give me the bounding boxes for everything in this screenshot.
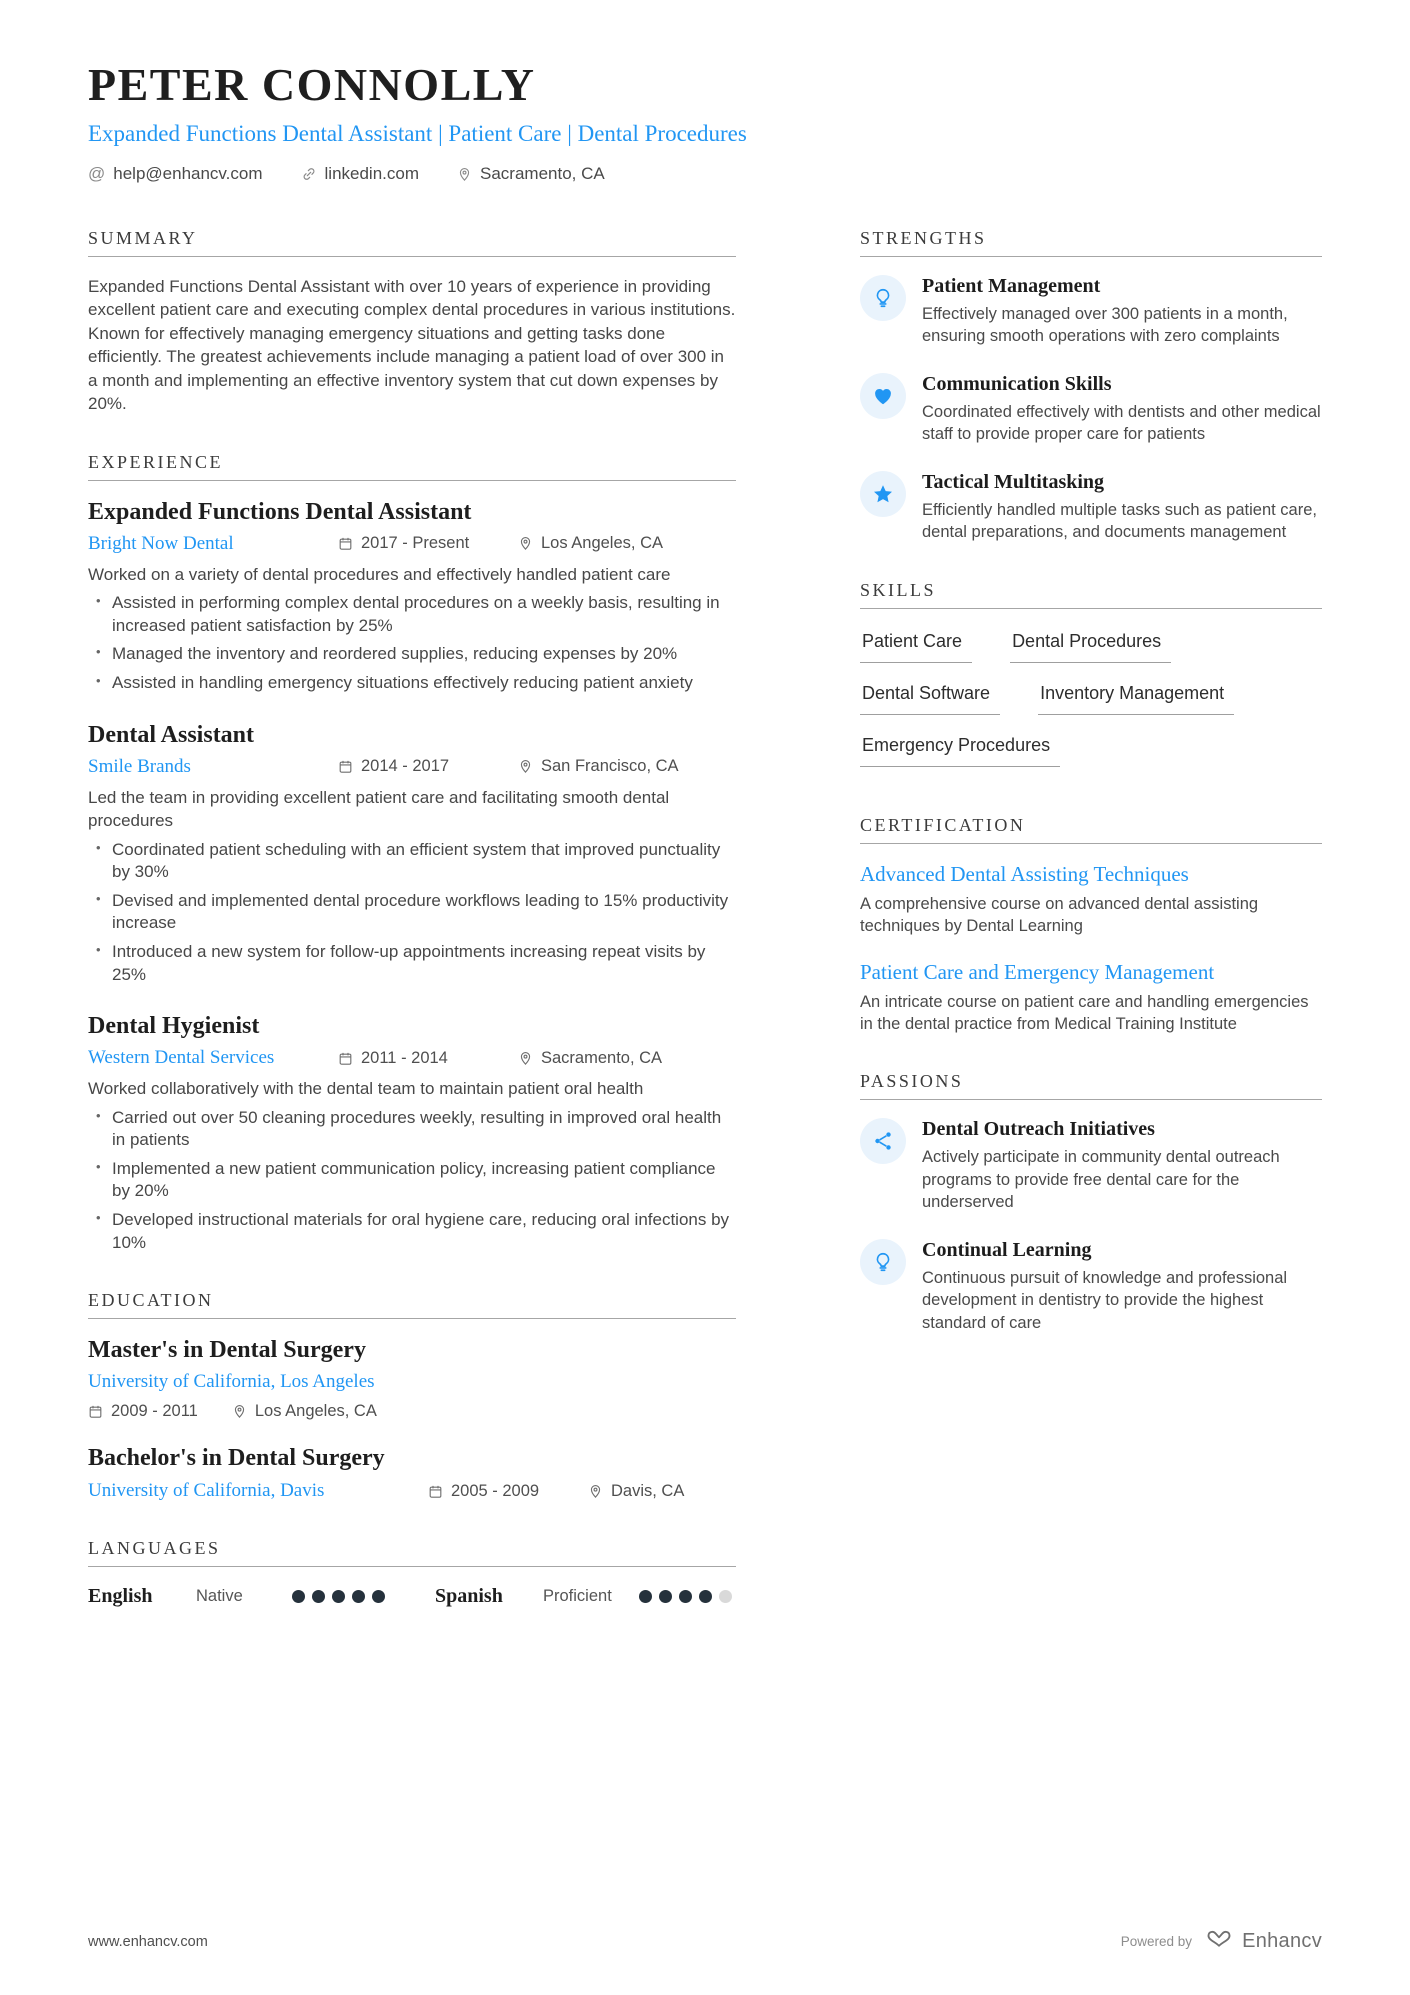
job-dates-text: 2017 - Present xyxy=(361,534,470,553)
education-location-text: Davis, CA xyxy=(611,1481,685,1500)
company-name: Western Dental Services xyxy=(88,1047,275,1069)
certification-text: An intricate course on patient care and handling emergencies in the dental practice from Medical Training Institute xyxy=(860,992,1309,1033)
strength-title: Communication Skills xyxy=(922,372,1112,395)
resume-header xyxy=(88,58,1322,184)
lightbulb-icon xyxy=(860,1239,906,1285)
language-level-dot xyxy=(372,1590,385,1603)
language-item xyxy=(88,1585,385,1608)
education-location xyxy=(232,1402,377,1421)
job-description: Worked on a variety of dental procedures and effectively handled patient care xyxy=(88,564,671,584)
job-location xyxy=(518,757,679,776)
calendar-icon xyxy=(428,1484,443,1499)
certification-section xyxy=(860,815,1322,1036)
person-headline: Expanded Functions Dental Assistant | Patient Care | Dental Procedures xyxy=(88,121,747,146)
education-meta-row xyxy=(88,1402,736,1421)
share-icon xyxy=(860,1118,906,1164)
strength-item xyxy=(860,373,1322,446)
school-name: University of California, Los Angeles xyxy=(88,1371,375,1393)
contact-location xyxy=(457,164,605,184)
job-dates-text: 2011 - 2014 xyxy=(361,1048,448,1067)
job-dates xyxy=(338,757,518,776)
location-pin-icon xyxy=(232,1404,247,1419)
right-column xyxy=(860,228,1322,1644)
school-name: University of California, Davis xyxy=(88,1480,325,1502)
strength-item xyxy=(860,471,1322,544)
strength-title: Patient Management xyxy=(922,275,1101,297)
skill-tag: Dental Software xyxy=(860,683,1000,715)
languages-heading: LANGUAGES xyxy=(88,1538,736,1567)
certification-heading: CERTIFICATION xyxy=(860,815,1322,844)
contact-linkedin[interactable] xyxy=(301,164,420,184)
bullet-item: • Assisted in handling emergency situations effectively reducing patient anxiety xyxy=(112,672,736,695)
languages-row xyxy=(88,1585,736,1608)
job-dates xyxy=(338,1049,518,1068)
location-pin-icon xyxy=(518,536,533,551)
contact-email-text: help@enhancv.com xyxy=(113,164,263,183)
skills-list xyxy=(860,627,1322,767)
heart-icon xyxy=(860,373,906,419)
enhancv-logo xyxy=(1204,1928,1322,1955)
person-name: PETER CONNOLLY xyxy=(88,59,536,110)
experience-item xyxy=(88,1013,736,1254)
language-level-dots xyxy=(639,1590,732,1603)
summary-heading: SUMMARY xyxy=(88,228,736,257)
strength-text: Effectively managed over 300 patients in a month, ensuring smooth operations with zero complaints xyxy=(922,305,1288,346)
link-icon xyxy=(301,166,317,182)
page-footer xyxy=(88,1928,1322,1955)
footer-branding[interactable] xyxy=(1121,1928,1322,1955)
job-dates xyxy=(338,534,518,553)
job-location-text: San Francisco, CA xyxy=(541,757,679,776)
passion-item xyxy=(860,1239,1322,1334)
language-level-dot xyxy=(719,1590,732,1603)
skill-tag: Patient Care xyxy=(860,631,972,663)
certification-title: Advanced Dental Assisting Techniques xyxy=(860,861,1189,886)
job-meta-row xyxy=(88,756,736,778)
passions-section xyxy=(860,1071,1322,1334)
passion-text: Actively participate in community dental outreach programs to provide free dental care for the underserved xyxy=(922,1148,1280,1212)
certification-title: Patient Care and Emergency Management xyxy=(860,959,1215,984)
passion-item xyxy=(860,1118,1322,1213)
language-name: Spanish xyxy=(435,1585,503,1608)
location-pin-icon xyxy=(588,1484,603,1499)
skills-heading: SKILLS xyxy=(860,580,1322,609)
job-title: Dental Assistant xyxy=(88,721,255,748)
certification-item xyxy=(860,862,1322,938)
location-pin-icon xyxy=(518,1051,533,1066)
passion-title: Continual Learning xyxy=(922,1238,1092,1261)
language-name: English xyxy=(88,1585,153,1608)
bullet-item: • Introduced a new system for follow-up appointments increasing repeat visits by 25% xyxy=(112,941,736,986)
summary-section xyxy=(88,228,736,416)
location-pin-icon xyxy=(518,759,533,774)
calendar-icon xyxy=(88,1404,103,1419)
education-item xyxy=(88,1337,736,1421)
language-item xyxy=(435,1585,732,1608)
job-description: Led the team in providing excellent patient care and facilitating smooth dental procedures xyxy=(88,787,670,831)
bullet-item: • Assisted in performing complex dental procedures on a weekly basis, resulting in increased patient satisfaction by 25% xyxy=(112,592,736,637)
experience-item xyxy=(88,499,736,695)
strength-item xyxy=(860,275,1322,348)
footer-website-link[interactable]: www.enhancv.com xyxy=(88,1933,208,1950)
language-level-label: Proficient xyxy=(543,1587,612,1606)
passion-title: Dental Outreach Initiatives xyxy=(922,1118,1155,1141)
language-level-dot xyxy=(659,1590,672,1603)
calendar-icon xyxy=(338,759,353,774)
skills-section xyxy=(860,580,1322,767)
language-level-dot xyxy=(292,1590,305,1603)
job-description: Worked collaboratively with the dental team to maintain patient oral health xyxy=(88,1079,644,1099)
contact-location-text: Sacramento, CA xyxy=(480,164,605,183)
left-column xyxy=(88,228,736,1644)
experience-item xyxy=(88,722,736,987)
contact-linkedin-text: linkedin.com xyxy=(324,164,420,183)
skill-tag: Inventory Management xyxy=(1038,683,1234,715)
strength-title: Tactical Multitasking xyxy=(922,470,1105,493)
certification-text: A comprehensive course on advanced dental assisting techniques by Dental Learning xyxy=(860,894,1259,936)
job-meta-row xyxy=(88,1047,736,1069)
contact-row xyxy=(88,164,1322,184)
bullet-item: • Managed the inventory and reordered supplies, reducing expenses by 20% xyxy=(112,643,736,666)
star-icon xyxy=(860,471,906,517)
bullet-item: • Carried out over 50 cleaning procedures weekly, resulting in improved oral health in patients xyxy=(112,1107,736,1152)
job-bullets xyxy=(88,592,736,694)
education-dates xyxy=(428,1482,588,1501)
education-dates-text: 2009 - 2011 xyxy=(111,1402,198,1421)
passion-text: Continuous pursuit of knowledge and professional development in dentistry to provide the highest standard of care xyxy=(922,1268,1288,1332)
job-location-text: Sacramento, CA xyxy=(541,1048,663,1067)
passions-heading: PASSIONS xyxy=(860,1071,1322,1100)
location-pin-icon xyxy=(457,167,472,182)
job-dates-text: 2014 - 2017 xyxy=(361,757,450,776)
company-name: Smile Brands xyxy=(88,755,191,777)
education-heading: EDUCATION xyxy=(88,1290,736,1319)
heart-loop-icon xyxy=(1204,1928,1234,1955)
job-location xyxy=(518,534,663,553)
bullet-item: • Developed instructional materials for oral hygiene care, reducing oral infections by 10% xyxy=(112,1209,736,1254)
job-meta-row xyxy=(88,533,736,555)
company-name: Bright Now Dental xyxy=(88,532,234,554)
education-item xyxy=(88,1445,736,1502)
experience-section xyxy=(88,452,736,1255)
education-dates xyxy=(88,1402,198,1421)
degree-title: Master's in Dental Surgery xyxy=(88,1337,366,1364)
language-level-dot xyxy=(639,1590,652,1603)
education-section xyxy=(88,1290,736,1502)
education-meta-row xyxy=(88,1480,736,1502)
degree-title: Bachelor's in Dental Surgery xyxy=(88,1445,385,1472)
language-level-label: Native xyxy=(196,1587,243,1606)
strengths-heading: STRENGTHS xyxy=(860,228,1322,257)
language-level-dot xyxy=(352,1590,365,1603)
experience-heading: EXPERIENCE xyxy=(88,452,736,481)
skill-tag: Emergency Procedures xyxy=(860,735,1060,767)
language-level-dot xyxy=(679,1590,692,1603)
skill-tag: Dental Procedures xyxy=(1010,631,1171,663)
job-title: Dental Hygienist xyxy=(88,1013,260,1040)
language-level-dot xyxy=(699,1590,712,1603)
education-location xyxy=(588,1482,684,1501)
bullet-item: • Implemented a new patient communication policy, increasing patient compliance by 20% xyxy=(112,1158,736,1203)
at-icon: @ xyxy=(88,164,106,183)
language-level-dot xyxy=(312,1590,325,1603)
calendar-icon xyxy=(338,536,353,551)
job-title: Expanded Functions Dental Assistant xyxy=(88,498,472,525)
bullet-item: • Devised and implemented dental procedure workflows leading to 15% productivity increase xyxy=(112,890,736,935)
bullet-item: • Coordinated patient scheduling with an efficient system that improved punctuality by 30% xyxy=(112,839,736,884)
calendar-icon xyxy=(338,1051,353,1066)
lightbulb-icon xyxy=(860,275,906,321)
contact-email[interactable] xyxy=(88,164,263,184)
job-location xyxy=(518,1049,662,1068)
language-level-dots xyxy=(292,1590,385,1603)
powered-by-label: Powered by xyxy=(1120,1934,1193,1949)
education-dates-text: 2005 - 2009 xyxy=(451,1481,540,1500)
job-bullets xyxy=(88,1107,736,1255)
job-location-text: Los Angeles, CA xyxy=(541,534,663,553)
job-bullets xyxy=(88,839,736,987)
strength-text: Coordinated effectively with dentists and other medical staff to provide proper care for patients xyxy=(922,402,1321,444)
summary-text: Expanded Functions Dental Assistant with over 10 years of experience in providing excellent patient care and executing complex dental procedures in various institutions. Known for effectively managing emergency situations and getting tasks done efficiently. The greatest achievements include managing a patient load of over 300 in a month and implementing an effective inventory system that cut down expenses by 20%. xyxy=(88,277,736,414)
languages-section xyxy=(88,1538,736,1608)
strengths-section xyxy=(860,228,1322,544)
language-level-dot xyxy=(332,1590,345,1603)
strength-text: Efficiently handled multiple tasks such as patient care, dental preparations, and documents management xyxy=(922,500,1317,542)
brand-name: Enhancv xyxy=(1242,1930,1322,1952)
education-location-text: Los Angeles, CA xyxy=(254,1402,377,1421)
certification-item xyxy=(860,960,1322,1036)
